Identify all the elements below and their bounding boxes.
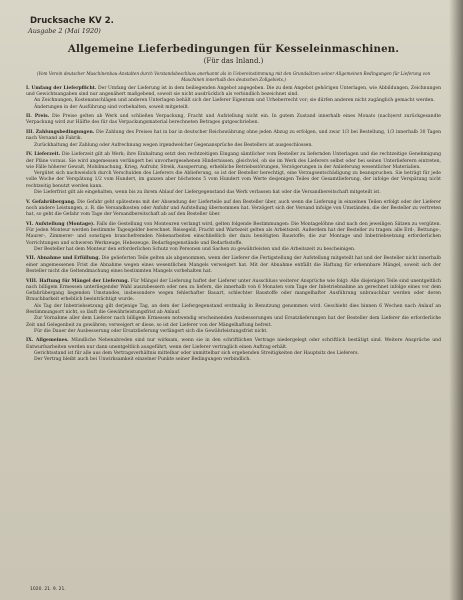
section [26,130,441,149]
section-text: Die Zahlung des Preises hat in bar in deutscher Reichswährung ohne jeden Abzug zu erfolgen, und zwar 1/3 bei Bestellung, 1/3 innerhalb 30 Tagen nach Versand ab Fabrik. [26,130,441,142]
section-heading: III. Zahlungsbedingungen. [26,130,95,136]
section-paragraph [26,247,441,253]
footer-code: 1020. 21. 9. 21. [30,587,66,592]
section-text: An Zeichnungen, Kostenanschlägen und anderen Unterlagen behält sich der Lieferer Eigentum und Urheberrecht vor; sie dürfen anderen nicht zugänglich gemacht werden. [34,98,435,104]
section-text: Der Vertrag bleibt auch bei Unwirksamkeit einzelner Punkte seiner Bedingungen verbindlich. [34,357,251,363]
section-paragraph [26,143,441,149]
section-text: Falls die Gestellung von Monteuren verlangt wird, gelten folgende Bestimmungen: Die Montagelöhne sind nach den jeweiligen Sätzen zu vergüten. Für jeden Monteur werden bestimmte Tagesgelder berechnet. Reisegeld, Fracht und Wartezeit gelten als Arbeitszeit. Außerdem hat der Besteller zu tragen: alle Erd-, Bettungs-, Maurer-, Zimmerer- und sonstigen branchefremden Nebenarbeiten einschließlich der dazu benötigten Baustoffe; die zur Montage und Inbetriebsetzung erforderlichen Vorrichtungen und schweren Werkzeuge, Hebezeuge, Bedarfsgegenstände und Bedarfsstoffe. [26,221,441,246]
section-paragraph [26,152,441,171]
section-heading: II. Preis. [26,114,50,120]
section [26,222,441,253]
section-paragraph [26,316,441,329]
section-paragraph [26,114,441,127]
section-paragraph [26,222,441,247]
section-heading: VIII. Haftung für Mängel der Lieferung. [26,278,130,284]
section-paragraph [26,171,441,190]
section [26,338,441,363]
print-number: Drucksache KV 2. [30,16,114,26]
document-subtitle: (Für das Inland.) [203,57,264,65]
edition-note: Ausgabe 2 (Mai 1920) [28,27,101,35]
section-text: Zur Vornahme aller dem Lieferer nach billigem Ermessen notwendig erscheinenden Ausbesserungen und Ersatzlieferungen hat der Besteller dem Lieferer die erforderliche Zeit und Gelegenheit zu gewähren; verweigert er diese, so ist der Lieferer von der Mängelhaftung befreit. [26,316,441,328]
section-paragraph [26,329,441,335]
section-text: Gerichtsstand ist für alle aus dem Vertragsverhältnis mittelbar oder unmittelbar sich ergebenden Streitigkeiten der Hauptsitz des Lieferers. [34,350,359,356]
section-paragraph [26,130,441,143]
section-text: Die Lieferfrist gilt als eingehalten, wenn bis zu ihrem Ablauf der Liefergegenstand das Werk verlassen hat oder die Versandbereitschaft mitgeteilt ist. [34,189,381,195]
section-text: Die gelieferten Teile gelten als abgenommen, wenn der Lieferer die Fertigstellung der Aufstellung mitgeteilt hat und der Besteller nicht innerhalb einer angemessenen Frist die Abnahme wegen eines wesentlichen Mangels verweigert hat. Mit der Abnahme entfällt die Haftung für erkennbare Mängel, soweit sich der Besteller nicht die Geltendmachung eines bestimmten Mangels vorbehalten hat. [26,256,441,274]
section-text: Die Gefahr geht spätestens mit der Absendung der Lieferteile auf den Besteller über, auch wenn die Lieferung in einzelnen Teilen erfolgt oder der Lieferer noch andere Leistungen, z. B. die Versandkosten oder Anfuhr und Aufstellung übernommen hat. Verzögert sich der Versand infolge von Umständen, die der Besteller zu vertreten hat, so geht die Gefahr vom Tage der Versandbereitschaft ab auf den Besteller über. [26,199,442,218]
section-text: Der Besteller hat dem Monteur den erforderlichen Schutz von Personen und Sachen zu gewährleisten und die Arbeitszeit zu bescheinigen. [34,246,356,252]
section-heading: VI. Aufstellung (Montage). [26,221,95,227]
section-paragraph [26,256,441,275]
section-text: Als Tag der Inbetriebsetzung gilt derjenige Tag, an dem der Liefergegenstand erstmalig in Benutzung genommen wird. Geschieht dies binnen 6 Wochen nach Anlauf an Bestimmungsort nicht, so läuft die Gewährleistungsfrist ab Anlauf. [26,303,441,315]
section-heading: IV. Lieferzeit. [26,152,61,158]
section-text: Vergütet sich nachweislich durch Verschulden des Lieferers die Ablieferung, so ist der Besteller berechtigt, eine Verzugsentschädigung zu beanspruchen. Sie beträgt für jede volle Woche der Verspätung 1/2 vom Hundert, im ganzen aber höchstens 5 vom Hundert vom Werte desjenigen Teiles der Gesamtlieferung, der infolge der Verspätung nicht rechtzeitig benutzt werden kann. [26,171,441,189]
section [26,86,441,111]
section [26,152,441,196]
section-text: Für die Dauer der Ausbesserung oder Ersatzlieferung verlängert sich die Gewährleistungsfrist nicht. [34,328,268,334]
section-text: Änderungen in der Ausführung sind vorbehalten, soweit mitgeteilt. [34,104,190,110]
section-text: Die Preise gelten ab Werk und schließen Verpackung, Fracht und Aufstellung nicht ein. In gutem Zustand innerhalb eines Monats (nach)erst zurückgesandte Verpackung wird zur Hälfte des für das Verpackungsmaterial berechneten Betrages gutgeschrieben. [26,114,441,126]
section-heading: V. Gefahrübergang. [26,199,76,205]
section [26,279,441,335]
section-heading: IX. Allgemeines. [26,338,69,344]
section-text: Mündliche Nebenabreden sind nur wirksam, wenn sie in den schriftlichen Vertrage niedergelegt oder schriftlich bestätigt sind. Weitere Ansprüche und Entwurfsarbeiten werden nur dann unentgeltlich ausgeführt, wenn der Lieferer vertraglich einen Auftrag erhält. [26,338,442,350]
section-text: Der Umfang der Lieferung ist in dem beiliegenden Angebot angegeben. Die zu dem Angebot gehörigen Unterlagen, wie Abbildungen, Zeichnungen und Gewichtsangaben sind nur angenähert maßgebend, soweit sie nicht ausdrücklich als verbindlich bezeichnet sind. [26,85,441,97]
section-paragraph [26,200,441,219]
section-paragraph [26,304,441,317]
sections-list [26,86,441,364]
section-paragraph [26,279,441,304]
page-edge-shadow [449,0,463,600]
section-paragraph [26,105,441,111]
section-heading: VII. Abnahme und Erfüllung. [26,256,100,262]
section-paragraph [26,86,441,99]
section-heading: I. Umfang der Lieferpflicht. [26,85,97,91]
section-text: Für Mängel der Lieferung haftet der Lieferer unter Ausschluss weiterer Ansprüche wie folgt: Alle diejenigen Teile sind unentgeltlich nach billigem Ermessen unterliegender Wahl auszubessern oder neu zu liefern, die innerhalb von 6 Monaten vom Tage der Inbetriebnahme an gerechnet infolge eines vor dem Gefahrübergang liegenden Umstandes, insbesondere wegen fehlerhafter Bauart, schlechter Baustoffe oder mangelhafter Ausführung unbrauchbar werden oder deren Brauchbarkeit erheblich beeinträchtigt wurde. [26,278,441,303]
section-paragraph [26,357,441,363]
intro-note: (Vom Verein deutscher Maschinenbau-Anstalten durch Vorstandsbeschluss anerkannt als in Uebereinstimmung mit den Grundsätzen seiner Allgemeinen Bedingungen für Lieferung von Maschinen innerhalb des deutschen Zollgebiets.) [36,71,431,82]
section [26,256,441,275]
section-text: Zurückhaltung der Zahlung oder Aufrechnung wegen irgendwelcher Gegenansprüche des Bestellers ist ausgeschlossen. [34,142,313,148]
section [26,200,441,219]
section-paragraph [26,190,441,196]
section-text: Die Lieferzeit gilt ab Werk; ihre Einhaltung setzt den rechtzeitigen Eingang sämtlicher vom Besteller zu liefernden Unterlagen und die rechtzeitige Genehmigung der Pläne voraus. Sie wird angemessen verlängert bei unvorhergesehenen Hindernissen, gleichviel, ob sie im Werk des Lieferers selbst oder bei seinen Unterlieferern eintreten, wie Fälle höherer Gewalt, Mobilmachung, Krieg, Aufruhr, Streik, Aussperrung, erhebliche Betriebsstörungen, Verzögerungen in der Anlieferung wesentlicher Materialien. [26,152,441,170]
section-paragraph [26,338,441,351]
section [26,114,441,127]
document-title: Allgemeine Lieferbedingungen für Kesseleinmaschinen. [67,43,400,55]
